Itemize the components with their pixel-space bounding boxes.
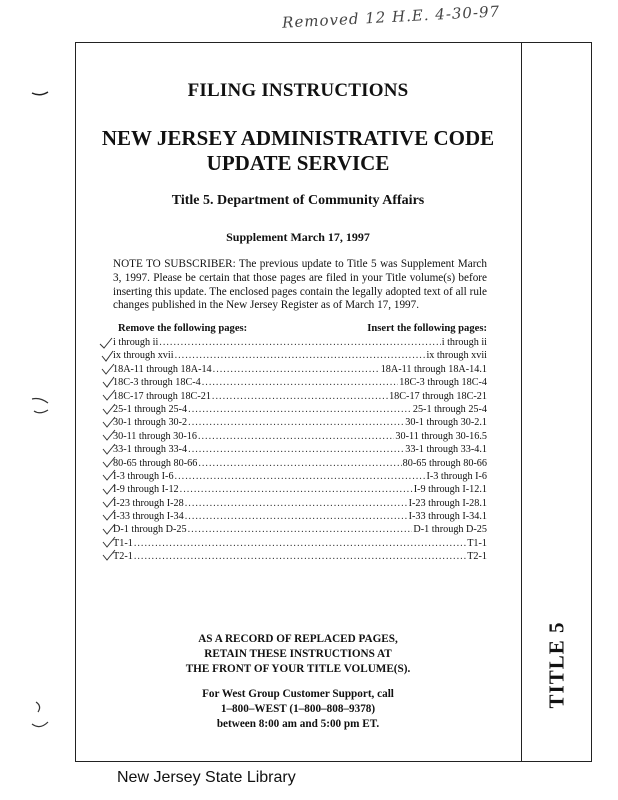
insert-pages: 18C-3 through 18C-4 xyxy=(399,377,487,389)
page-row xyxy=(113,390,487,403)
page-row xyxy=(113,443,487,456)
library-stamp: New Jersey State Library xyxy=(117,769,296,786)
page-list xyxy=(113,336,487,564)
support-line: For West Group Customer Support, call xyxy=(202,688,394,700)
page-row xyxy=(113,363,487,376)
page-row xyxy=(113,510,487,523)
remove-pages: I-3 through I-6 xyxy=(113,470,174,482)
insert-pages: 18C-17 through 18C-21 xyxy=(389,390,487,402)
dot-leader xyxy=(212,390,388,403)
page-row xyxy=(113,376,487,389)
scan-speck-mark xyxy=(28,698,52,732)
dot-leader xyxy=(175,349,426,362)
insert-pages: 33-1 through 33-4.1 xyxy=(405,444,487,456)
dot-leader xyxy=(188,416,404,429)
tab-label-text: TITLE 5 xyxy=(544,621,569,709)
code-title-line1: NEW JERSEY ADMINISTRATIVE CODE xyxy=(101,126,495,150)
dot-leader xyxy=(185,510,408,523)
remove-pages: I-23 through I-28 xyxy=(113,497,184,509)
record-notice xyxy=(75,632,521,677)
remove-pages: T1-1 xyxy=(113,537,133,549)
record-notice-line: RETAIN THESE INSTRUCTIONS AT xyxy=(204,648,392,660)
filing-instructions-heading: FILING INSTRUCTIONS xyxy=(187,80,409,101)
insert-pages: I-3 through I-6 xyxy=(426,470,487,482)
dot-leader xyxy=(134,550,466,563)
remove-pages: 33-1 through 33-4 xyxy=(113,444,188,456)
remove-pages: T2-1 xyxy=(113,551,133,563)
dot-leader xyxy=(180,483,413,496)
dot-leader xyxy=(198,430,394,443)
insert-pages: 80-65 through 80-66 xyxy=(402,457,487,469)
remove-pages: i through ii xyxy=(113,337,159,348)
scan-speck-mark xyxy=(30,88,50,98)
page-row xyxy=(113,470,487,483)
dot-leader xyxy=(213,363,380,376)
insert-pages: I-23 through I-28.1 xyxy=(408,497,487,509)
handwritten-check-marks xyxy=(98,336,118,566)
note-to-subscriber: NOTE TO SUBSCRIBER: The previous update to Title 5 was Supplement March 3, 1997. Please be certain that those pages are filed in your Title volume(s) before inserting this update. The enclosed pages contain the legally adopted text of all rule changes published in the New Jersey Register as of March 17, 1997. xyxy=(113,258,487,312)
insert-pages: D-1 through D-25 xyxy=(413,524,487,536)
page-row xyxy=(113,497,487,510)
support-phone: 1–800–WEST (1–800–808–9378) xyxy=(220,703,376,715)
page-row xyxy=(113,349,487,362)
remove-pages: 18C-3 through 18C-4 xyxy=(113,377,201,389)
dot-leader xyxy=(198,457,401,470)
handwritten-removal-note: Removed 12 H.E. 4-30-97 xyxy=(281,2,501,32)
insert-pages: I-33 through I-34.1 xyxy=(408,511,487,523)
remove-pages: 18A-11 through 18A-14 xyxy=(113,363,212,375)
remove-pages: D-1 through D-25 xyxy=(113,524,187,536)
insert-pages: T2-1 xyxy=(467,551,487,563)
insert-pages: T1-1 xyxy=(467,537,487,549)
page-row xyxy=(113,483,487,496)
dot-leader xyxy=(159,336,440,349)
dot-leader xyxy=(202,376,399,389)
insert-pages: 18A-11 through 18A-14.1 xyxy=(380,363,487,375)
supplement-date: Supplement March 17, 1997 xyxy=(226,230,370,244)
dot-leader xyxy=(185,497,408,510)
insert-pages: i through ii xyxy=(441,337,487,348)
insert-pages: 30-11 through 30-16.5 xyxy=(395,430,487,442)
code-title-line2: UPDATE SERVICE xyxy=(206,151,390,175)
insert-column-header: Insert the following pages: xyxy=(367,323,487,334)
insert-pages: ix through xvii xyxy=(426,350,487,362)
remove-pages: 30-11 through 30-16 xyxy=(113,430,197,442)
dot-leader xyxy=(188,443,404,456)
remove-column-header: Remove the following pages: xyxy=(118,323,248,334)
page-row xyxy=(113,416,487,429)
page-row xyxy=(113,336,487,349)
customer-support-notice xyxy=(75,687,521,732)
page-row xyxy=(113,430,487,443)
insert-pages: 25-1 through 25-4 xyxy=(412,403,487,415)
record-notice-line: AS A RECORD OF REPLACED PAGES, xyxy=(198,633,398,645)
remove-pages: ix through xvii xyxy=(113,350,174,362)
remove-pages: 25-1 through 25-4 xyxy=(113,403,188,415)
title-name: Title 5. Department of Community Affairs xyxy=(171,193,425,208)
support-hours: between 8:00 am and 5:00 pm ET. xyxy=(216,718,380,730)
remove-pages: I-33 through I-34 xyxy=(113,511,184,523)
remove-pages: 30-1 through 30-2 xyxy=(113,417,188,429)
page-row xyxy=(113,523,487,536)
title-tab xyxy=(525,620,589,710)
remove-pages: I-9 through I-12 xyxy=(113,484,179,496)
page-row xyxy=(113,457,487,470)
dot-leader xyxy=(188,523,413,536)
page-row xyxy=(113,403,487,416)
page-row xyxy=(113,537,487,550)
record-notice-line: THE FRONT OF YOUR TITLE VOLUME(S). xyxy=(185,663,411,675)
dot-leader xyxy=(134,537,466,550)
insert-pages: I-9 through I-12.1 xyxy=(413,484,487,496)
remove-pages: 80-65 through 80-66 xyxy=(113,457,198,469)
tab-divider-line xyxy=(521,42,522,762)
page-row xyxy=(113,550,487,563)
insert-pages: 30-1 through 30-2.1 xyxy=(405,417,487,429)
scan-speck-mark xyxy=(28,395,52,417)
remove-pages: 18C-17 through 18C-21 xyxy=(113,390,211,402)
dot-leader xyxy=(188,403,412,416)
dot-leader xyxy=(175,470,426,483)
